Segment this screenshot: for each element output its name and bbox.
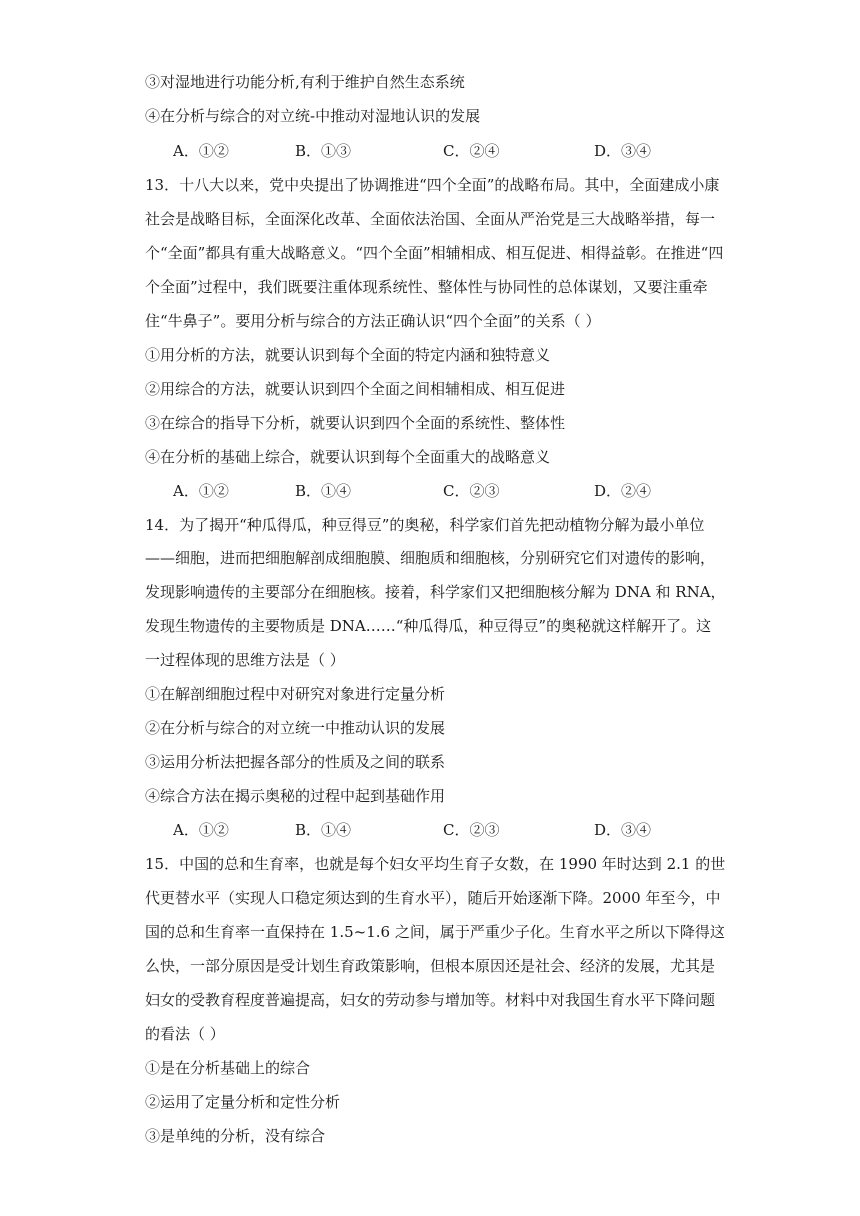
q14-statement-1: ①在解剖细胞过程中对研究对象进行定量分析 xyxy=(145,685,446,703)
q14-option-d[interactable]: D．③④ xyxy=(594,821,652,839)
q15-statement-3: ③是单纯的分析，没有综合 xyxy=(145,1127,326,1145)
q13-statement-3: ③在综合的指导下分析，就要认识到四个全面的系统性、整体性 xyxy=(145,414,566,432)
q14-option-c[interactable]: C．②③ xyxy=(443,821,500,839)
q13-statement-2: ②用综合的方法，就要认识到四个全面之间相辅相成、相互促进 xyxy=(145,380,566,398)
q12-option-a[interactable]: A．①② xyxy=(173,142,229,160)
q13-stem-line: 个全面”过程中，我们既要注重体现系统性、整体性与协同性的总体谋划，又要注重牵 xyxy=(145,278,708,296)
q14-stem-line: 发现影响遗传的主要部分在细胞核。接着，科学家们又把细胞核分解为 DNA 和 RNA， xyxy=(145,583,726,601)
q14-statement-3: ③运用分析法把握各部分的性质及之间的联系 xyxy=(145,753,446,771)
q13-option-a[interactable]: A．①② xyxy=(173,482,229,500)
q13-option-c[interactable]: C．②③ xyxy=(443,482,500,500)
q12-option-d[interactable]: D．③④ xyxy=(594,142,652,160)
q14-option-a[interactable]: A．①② xyxy=(173,821,229,839)
q15-statement-2: ②运用了定量分析和定性分析 xyxy=(145,1093,341,1111)
q12-statement-3: ③对湿地进行功能分析,有利于维护自然生态系统 xyxy=(145,73,465,91)
q13-stem-line: 社会是战略目标，全面深化改革、全面依法治国、全面从严治党是三大战略举措，每一 xyxy=(145,210,716,228)
q15-stem-line: 代更替水平（实现人口稳定须达到的生育水平），随后开始逐渐下降。2000 年至今，中 xyxy=(145,889,721,907)
q13-statement-1: ①用分析的方法，就要认识到每个全面的特定内涵和独特意义 xyxy=(145,346,551,364)
q15-stem-line: 妇女的受教育程度普遍提高，妇女的劳动参与增加等。材料中对我国生育水平下降问题 xyxy=(145,991,716,1009)
q14-stem-line: ——细胞，进而把细胞解剖成细胞膜、细胞质和细胞核，分别研究它们对遗传的影响， xyxy=(145,549,716,567)
q13-stem-line: 13．十八大以来，党中央提出了协调推进“四个全面”的战略布局。其中，全面建成小康 xyxy=(145,176,720,194)
q14-stem-line: 一过程体现的思维方法是（ ） xyxy=(145,651,345,669)
q15-stem-line: 15．中国的总和生育率，也就是每个妇女平均生育子女数，在 1990 年时达到 2.1 的世 xyxy=(145,855,726,873)
q14-statement-2: ②在分析与综合的对立统一中推动认识的发展 xyxy=(145,719,446,737)
q14-option-b[interactable]: B．①④ xyxy=(295,821,352,839)
q13-option-d[interactable]: D．②④ xyxy=(594,482,652,500)
q12-statement-4: ④在分析与综合的对立统-中推动对湿地认识的发展 xyxy=(145,107,481,125)
q12-option-b[interactable]: B．①③ xyxy=(295,142,352,160)
q12-options xyxy=(0,141,860,161)
q14-statement-4: ④综合方法在揭示奥秘的过程中起到基础作用 xyxy=(145,787,446,805)
q14-stem-line: 14．为了揭开“种瓜得瓜，种豆得豆”的奥秘，科学家们首先把动植物分解为最小单位 xyxy=(145,516,705,534)
q15-stem-line: 的看法（ ） xyxy=(145,1025,225,1043)
q15-statement-1: ①是在分析基础上的综合 xyxy=(145,1059,311,1077)
q14-options xyxy=(0,820,860,840)
q13-stem-line: 住“牛鼻子”。要用分析与综合的方法正确认识“四个全面”的关系（ ） xyxy=(145,312,601,330)
q13-option-b[interactable]: B．①④ xyxy=(295,482,352,500)
q13-options xyxy=(0,481,860,501)
q14-stem-line: 发现生物遗传的主要物质是 DNA……“种瓜得瓜，种豆得豆”的奥秘就这样解开了。这 xyxy=(145,617,712,635)
q12-option-c[interactable]: C．②④ xyxy=(443,142,500,160)
q15-stem-line: 么快，一部分原因是受计划生育政策影响，但根本原因还是社会、经济的发展，尤其是 xyxy=(145,957,716,975)
q13-stem-line: 个“全面”都具有重大战略意义。“四个全面”相辅相成、相互促进、相得益彰。在推进“四 xyxy=(145,244,724,262)
q15-stem-line: 国的总和生育率一直保持在 1.5~1.6 之间，属于严重少子化。生育水平之所以下降得这 xyxy=(145,923,725,941)
q13-statement-4: ④在分析的基础上综合，就要认识到每个全面重大的战略意义 xyxy=(145,448,551,466)
